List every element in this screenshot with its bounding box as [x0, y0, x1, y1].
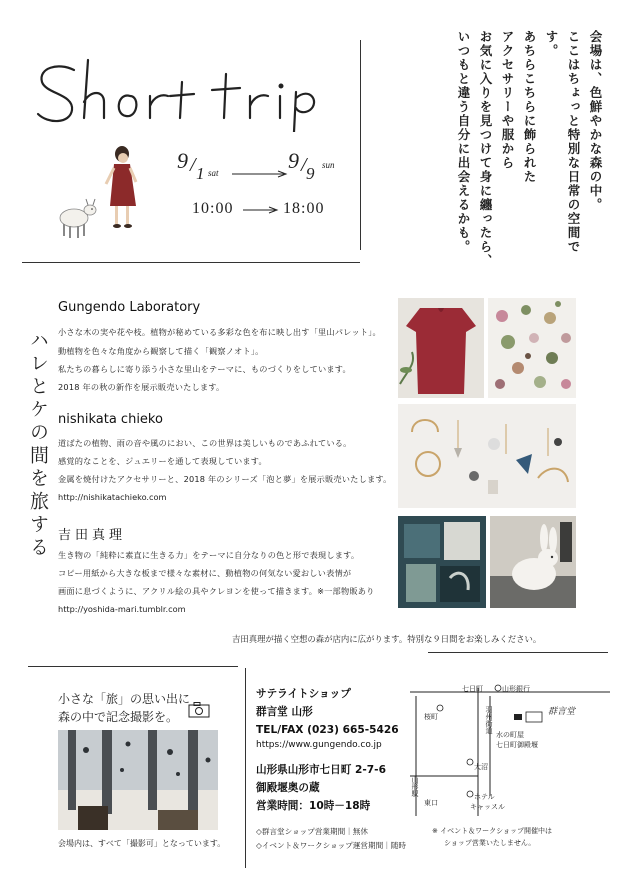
end-month: 9: [288, 148, 299, 173]
side-note-1: ※ イベント＆ワークショップ開催中は: [432, 827, 552, 835]
artist-name-nishikata: nishikata chieko: [58, 412, 163, 427]
artist-desc: 感覚的なことを、ジュエリーを通して表現しています。: [58, 456, 267, 466]
map-hotel-2: キャッスル: [470, 803, 505, 811]
photo-caption: 会場内は、すべて「撮影可」となっています。: [58, 839, 226, 848]
photo-jewelry: [398, 404, 576, 508]
intro-line: 会場は、色鮮やかな森の中。: [588, 30, 603, 212]
time-start: 10:00: [192, 200, 234, 217]
start-day: 1: [196, 164, 205, 183]
intro-line: お気に入りを見つけて身に纏ったら、: [478, 30, 493, 268]
photo-forest-booth: [58, 730, 218, 830]
artist-desc: 金属を焼付けたアクセサリーと、2018 年のシリーズ「泡と夢」を展示販売いたします。: [58, 474, 392, 484]
artist-desc: 生き物の「純粋に素直に生きる力」をテーマに自分なりの色と形で表現します。: [58, 550, 360, 560]
artist-desc: 道ばたの植物、雨の音や風のにおい、この世界は美しいものであふれている。: [58, 438, 352, 448]
shop-label: サテライトショップ: [256, 688, 351, 700]
map-nanokamachi: 七日町: [462, 685, 483, 693]
date-slash: /: [190, 154, 196, 176]
map-yamagata-eki: 山形駅: [411, 776, 419, 797]
shop-address: 山形県山形市七日町 2-7-6: [256, 764, 386, 776]
photo-headline-1: 小さな「旅」の思い出に: [58, 692, 191, 706]
map-sakuracho: 桜町: [424, 713, 438, 721]
artist-url-nishikata[interactable]: http://nishikatachieko.com: [58, 492, 167, 502]
date-arrow: [232, 170, 288, 178]
shop-schedule-1: ◇群言堂ショップ営業期間｜無休: [256, 827, 368, 836]
artist-name-yoshida: 吉田真理: [58, 528, 127, 543]
shop-url[interactable]: https://www.gungendo.co.jp: [256, 740, 382, 750]
photo-headline-2: 森の中で記念撮影を。: [58, 710, 179, 724]
camera-icon: [188, 702, 210, 718]
time-end: 18:00: [283, 200, 325, 217]
title-handwritten: [30, 52, 330, 132]
photo-red-tunic: [398, 298, 484, 398]
map-mizunomachiza: 水の町屋: [496, 731, 524, 739]
end-weekday: sun: [322, 160, 335, 170]
title-right-divider: [360, 40, 361, 250]
date-slash-2: /: [301, 154, 307, 176]
map-hotel-1: ホテル: [474, 793, 495, 801]
artist-name-gungendo: Gungendo Laboratory: [58, 300, 201, 315]
map-ohnuma: 大沼: [474, 763, 488, 771]
map-higashiguchi: 東口: [424, 799, 438, 807]
artist-desc: コピー用紙から大きな板まで様々な素材に、動植物の何気ない愛おしい表情が: [58, 568, 352, 578]
intro-line: アクセサリーや服から: [500, 30, 515, 170]
shop-hours: 営業時間：10時－18時: [256, 800, 371, 812]
intro-line: いつもと違う自分に出会えるかも。: [456, 30, 471, 254]
intro-line: ここはちょっと特別な日常の空間です。: [544, 30, 581, 254]
intro-vertical-text: [374, 30, 606, 270]
map-yamagata-bank: 山形銀行: [502, 685, 530, 693]
photo-painting: [398, 516, 486, 608]
bottom-divider-right: [428, 652, 608, 653]
shop-schedule-2: ◇イベント＆ワークショップ運営期間｜随時: [256, 841, 406, 850]
shop-building: 御殿堰奥の蔵: [256, 782, 320, 794]
top-divider: [22, 262, 360, 263]
map-gotenzeki: 七日町御殿堰: [496, 741, 538, 749]
photo-rabbit: [490, 516, 576, 608]
forest-note: 吉田真理が描く空想の森が店内に広がります。特別な９日間をお楽しみください。: [232, 634, 542, 644]
artist-desc: 小さな木の実や花や枝。植物が秘めている多彩な色を布に映し出す「里山パレット」。: [58, 327, 381, 337]
map-hatori-kaido: 羽州街道: [485, 706, 493, 734]
end-day: 9: [306, 164, 315, 183]
start-weekday: sat: [208, 168, 219, 178]
bottom-divider-left: [28, 666, 238, 667]
artist-desc: 動植物を色々な角度から観察して描く「観察ノオト」。: [58, 346, 264, 356]
map-shop-sign: 群言堂: [548, 707, 576, 717]
shop-name: 群言堂 山形: [256, 706, 313, 718]
artist-url-yoshida[interactable]: http://yoshida-mari.tumblr.com: [58, 604, 186, 614]
start-month: 9: [177, 148, 188, 173]
title-text: Short trip: [30, 52, 35, 53]
bottom-mid-divider: [245, 668, 246, 868]
side-note-2: ショップ営業いたしません。: [444, 839, 536, 847]
shop-tel: TEL/FAX (023) 665-5426: [256, 724, 399, 736]
time-arrow: [243, 206, 279, 214]
photo-dried-plants: [488, 298, 576, 398]
artist-desc: 画面に息づくように、アクリル絵の具やクレヨンを使って描きます。※一部物販あり: [58, 586, 375, 596]
girl-goat-illustration: [52, 140, 162, 250]
intro-line: あちらこちらに飾られた: [522, 30, 537, 184]
tagline-vertical: ハレとケの間を旅する: [27, 330, 49, 560]
artist-desc: 2018 年の秋の新作を展示販売いたします。: [58, 382, 225, 392]
artist-desc: 私たちの暮らしに寄り添う小さな里山をテーマに、ものづくりをしています。: [58, 364, 351, 374]
